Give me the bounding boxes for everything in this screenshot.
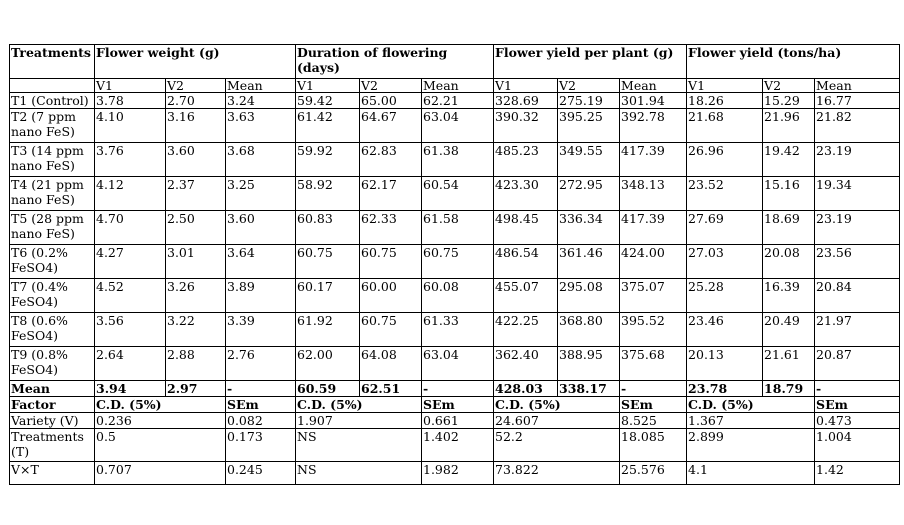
subheader-v2: V2 <box>166 79 226 93</box>
cell-value: 21.96 <box>763 109 815 143</box>
mean-value: 60.59 <box>296 381 360 397</box>
cell-value: 62.33 <box>360 211 422 245</box>
cell-value: 272.95 <box>558 177 620 211</box>
cell-value: 392.78 <box>620 109 687 143</box>
factor-row-label: Treatments (T) <box>10 429 95 462</box>
cell-value: 4.52 <box>95 279 166 313</box>
cell-value: 19.34 <box>815 177 900 211</box>
cell-value: 2.50 <box>166 211 226 245</box>
sem-value: 1.004 <box>815 429 900 462</box>
subheader-mean: Mean <box>422 79 494 93</box>
subheader-v2: V2 <box>763 79 815 93</box>
cell-value: 18.69 <box>763 211 815 245</box>
treatment-label: T8 (0.6% FeSO4) <box>10 313 95 347</box>
cd-header: C.D. (5%) <box>95 397 226 413</box>
factor-header-row <box>10 397 900 413</box>
cell-value: 375.68 <box>620 347 687 381</box>
flower-yield-per-plant-header: Flower yield per plant (g) <box>494 45 687 79</box>
duration-of-flowering-header: Duration of flowering (days) <box>296 45 494 79</box>
cd-value: 52.2 <box>494 429 620 462</box>
cell-value: 62.17 <box>360 177 422 211</box>
subheader-row <box>10 79 900 93</box>
table-row <box>10 347 900 381</box>
cell-value: 18.26 <box>687 93 763 109</box>
treatment-label: T9 (0.8% FeSO4) <box>10 347 95 381</box>
cell-value: 275.19 <box>558 93 620 109</box>
table-row <box>10 211 900 245</box>
cell-value: 2.70 <box>166 93 226 109</box>
factor-label: Factor <box>10 397 95 413</box>
cell-value: 60.00 <box>360 279 422 313</box>
cell-value: 58.92 <box>296 177 360 211</box>
table-row <box>10 279 900 313</box>
cd-value: NS <box>296 429 422 462</box>
treatment-label: T1 (Control) <box>10 93 95 109</box>
cell-value: 60.17 <box>296 279 360 313</box>
cell-value: 23.19 <box>815 143 900 177</box>
cell-value: 3.16 <box>166 109 226 143</box>
subheader-mean: Mean <box>226 79 296 93</box>
mean-value: 3.94 <box>95 381 166 397</box>
cell-value: 21.82 <box>815 109 900 143</box>
cell-value: 61.38 <box>422 143 494 177</box>
cell-value: 3.60 <box>166 143 226 177</box>
cd-value: 73.822 <box>494 462 620 485</box>
cell-value: 20.87 <box>815 347 900 381</box>
mean-row <box>10 381 900 397</box>
cell-value: 395.52 <box>620 313 687 347</box>
cell-value: 16.77 <box>815 93 900 109</box>
treatment-label: T6 (0.2% FeSO4) <box>10 245 95 279</box>
cell-value: 60.54 <box>422 177 494 211</box>
cell-value: 21.61 <box>763 347 815 381</box>
cd-value: 0.707 <box>95 462 226 485</box>
cell-value: 21.97 <box>815 313 900 347</box>
subheader-v1: V1 <box>296 79 360 93</box>
cell-value: 3.24 <box>226 93 296 109</box>
sem-value: 8.525 <box>620 413 687 429</box>
cell-value: 2.64 <box>95 347 166 381</box>
cell-value: 15.29 <box>763 93 815 109</box>
sem-value: 0.473 <box>815 413 900 429</box>
cell-value: 62.00 <box>296 347 360 381</box>
mean-value: - <box>226 381 296 397</box>
cell-value: 301.94 <box>620 93 687 109</box>
cell-value: 417.39 <box>620 211 687 245</box>
cell-value: 349.55 <box>558 143 620 177</box>
cell-value: 64.08 <box>360 347 422 381</box>
mean-value: 62.51 <box>360 381 422 397</box>
cell-value: 423.30 <box>494 177 558 211</box>
cell-value: 424.00 <box>620 245 687 279</box>
table-row <box>10 143 900 177</box>
cell-value: 2.88 <box>166 347 226 381</box>
sem-value: 1.402 <box>422 429 494 462</box>
subheader-mean: Mean <box>620 79 687 93</box>
cell-value: 3.64 <box>226 245 296 279</box>
subheader-v1: V1 <box>687 79 763 93</box>
cell-value: 59.42 <box>296 93 360 109</box>
factor-row <box>10 462 900 485</box>
sem-value: 0.245 <box>226 462 296 485</box>
cd-header: C.D. (5%) <box>296 397 422 413</box>
cell-value: 361.46 <box>558 245 620 279</box>
cell-value: 3.60 <box>226 211 296 245</box>
cell-value: 368.80 <box>558 313 620 347</box>
factor-row <box>10 429 900 462</box>
cell-value: 375.07 <box>620 279 687 313</box>
cd-value: 24.607 <box>494 413 620 429</box>
cell-value: 3.01 <box>166 245 226 279</box>
cell-value: 60.08 <box>422 279 494 313</box>
cell-value: 395.25 <box>558 109 620 143</box>
mean-value: 2.97 <box>166 381 226 397</box>
cell-value: 486.54 <box>494 245 558 279</box>
sem-value: 25.576 <box>620 462 687 485</box>
cell-value: 3.39 <box>226 313 296 347</box>
table-row <box>10 313 900 347</box>
cell-value: 61.92 <box>296 313 360 347</box>
cell-value: 336.34 <box>558 211 620 245</box>
cell-value: 20.84 <box>815 279 900 313</box>
cell-value: 26.96 <box>687 143 763 177</box>
cell-value: 485.23 <box>494 143 558 177</box>
cell-value: 60.75 <box>296 245 360 279</box>
sem-value: 0.661 <box>422 413 494 429</box>
cell-value: 348.13 <box>620 177 687 211</box>
table-row <box>10 93 900 109</box>
subheader-mean: Mean <box>815 79 900 93</box>
cell-value: 2.37 <box>166 177 226 211</box>
mean-value: - <box>422 381 494 397</box>
subheader-v2: V2 <box>558 79 620 93</box>
cell-value: 3.25 <box>226 177 296 211</box>
mean-value: - <box>620 381 687 397</box>
cell-value: 61.58 <box>422 211 494 245</box>
treatment-label: T3 (14 ppm nano FeS) <box>10 143 95 177</box>
cell-value: 62.83 <box>360 143 422 177</box>
cell-value: 63.04 <box>422 347 494 381</box>
cell-value: 25.28 <box>687 279 763 313</box>
cell-value: 455.07 <box>494 279 558 313</box>
treatment-label: T5 (28 ppm nano FeS) <box>10 211 95 245</box>
cell-value: 3.26 <box>166 279 226 313</box>
cd-value: 1.907 <box>296 413 422 429</box>
sem-header: SEm <box>226 397 296 413</box>
sem-value: 1.42 <box>815 462 900 485</box>
sem-header: SEm <box>422 397 494 413</box>
cell-value: 2.76 <box>226 347 296 381</box>
factor-row <box>10 413 900 429</box>
cd-value: 0.236 <box>95 413 226 429</box>
cell-value: 59.92 <box>296 143 360 177</box>
cell-value: 23.19 <box>815 211 900 245</box>
cell-value: 61.42 <box>296 109 360 143</box>
mean-value: 18.79 <box>763 381 815 397</box>
cell-value: 23.52 <box>687 177 763 211</box>
cell-value: 62.21 <box>422 93 494 109</box>
cell-value: 20.49 <box>763 313 815 347</box>
cell-value: 64.67 <box>360 109 422 143</box>
sem-value: 18.085 <box>620 429 687 462</box>
sem-value: 1.982 <box>422 462 494 485</box>
cell-value: 27.69 <box>687 211 763 245</box>
cell-value: 60.75 <box>422 245 494 279</box>
subheader-empty-cell <box>10 79 95 93</box>
cell-value: 4.27 <box>95 245 166 279</box>
cd-header: C.D. (5%) <box>687 397 815 413</box>
cell-value: 23.56 <box>815 245 900 279</box>
mean-value: 338.17 <box>558 381 620 397</box>
cell-value: 63.04 <box>422 109 494 143</box>
cell-value: 3.63 <box>226 109 296 143</box>
table-row <box>10 177 900 211</box>
cell-value: 60.83 <box>296 211 360 245</box>
factor-row-label: V×T <box>10 462 95 485</box>
cell-value: 23.46 <box>687 313 763 347</box>
cell-value: 61.33 <box>422 313 494 347</box>
cd-value: 1.367 <box>687 413 815 429</box>
cd-value: 0.5 <box>95 429 226 462</box>
cell-value: 65.00 <box>360 93 422 109</box>
cell-value: 328.69 <box>494 93 558 109</box>
table-row <box>10 109 900 143</box>
cell-value: 295.08 <box>558 279 620 313</box>
header-row <box>10 45 900 79</box>
cell-value: 3.78 <box>95 93 166 109</box>
cell-value: 3.76 <box>95 143 166 177</box>
cd-value: NS <box>296 462 422 485</box>
treatment-label: T4 (21 ppm nano FeS) <box>10 177 95 211</box>
cell-value: 19.42 <box>763 143 815 177</box>
cell-value: 422.25 <box>494 313 558 347</box>
subheader-v1: V1 <box>494 79 558 93</box>
factor-row-label: Variety (V) <box>10 413 95 429</box>
cell-value: 27.03 <box>687 245 763 279</box>
cell-value: 60.75 <box>360 245 422 279</box>
cell-value: 390.32 <box>494 109 558 143</box>
cell-value: 16.39 <box>763 279 815 313</box>
cell-value: 388.95 <box>558 347 620 381</box>
mean-label: Mean <box>10 381 95 397</box>
cell-value: 417.39 <box>620 143 687 177</box>
cell-value: 4.70 <box>95 211 166 245</box>
cd-value: 2.899 <box>687 429 815 462</box>
mean-value: - <box>815 381 900 397</box>
cell-value: 3.89 <box>226 279 296 313</box>
treatment-label: T7 (0.4% FeSO4) <box>10 279 95 313</box>
subheader-v1: V1 <box>95 79 166 93</box>
cell-value: 15.16 <box>763 177 815 211</box>
cell-value: 4.10 <box>95 109 166 143</box>
cell-value: 21.68 <box>687 109 763 143</box>
cell-value: 3.68 <box>226 143 296 177</box>
mean-value: 23.78 <box>687 381 763 397</box>
cell-value: 20.08 <box>763 245 815 279</box>
table-row <box>10 245 900 279</box>
results-table <box>9 44 900 485</box>
cell-value: 3.22 <box>166 313 226 347</box>
sem-header: SEm <box>620 397 687 413</box>
sem-value: 0.173 <box>226 429 296 462</box>
sem-header: SEm <box>815 397 900 413</box>
cell-value: 60.75 <box>360 313 422 347</box>
cell-value: 4.12 <box>95 177 166 211</box>
cd-value: 4.1 <box>687 462 815 485</box>
flower-yield-tons-ha-header: Flower yield (tons/ha) <box>687 45 900 79</box>
mean-value: 428.03 <box>494 381 558 397</box>
flower-weight-header: Flower weight (g) <box>95 45 296 79</box>
subheader-v2: V2 <box>360 79 422 93</box>
treatments-header: Treatments <box>10 45 95 79</box>
cell-value: 498.45 <box>494 211 558 245</box>
sem-value: 0.082 <box>226 413 296 429</box>
cell-value: 20.13 <box>687 347 763 381</box>
cell-value: 362.40 <box>494 347 558 381</box>
treatment-label: T2 (7 ppm nano FeS) <box>10 109 95 143</box>
cell-value: 3.56 <box>95 313 166 347</box>
cd-header: C.D. (5%) <box>494 397 620 413</box>
